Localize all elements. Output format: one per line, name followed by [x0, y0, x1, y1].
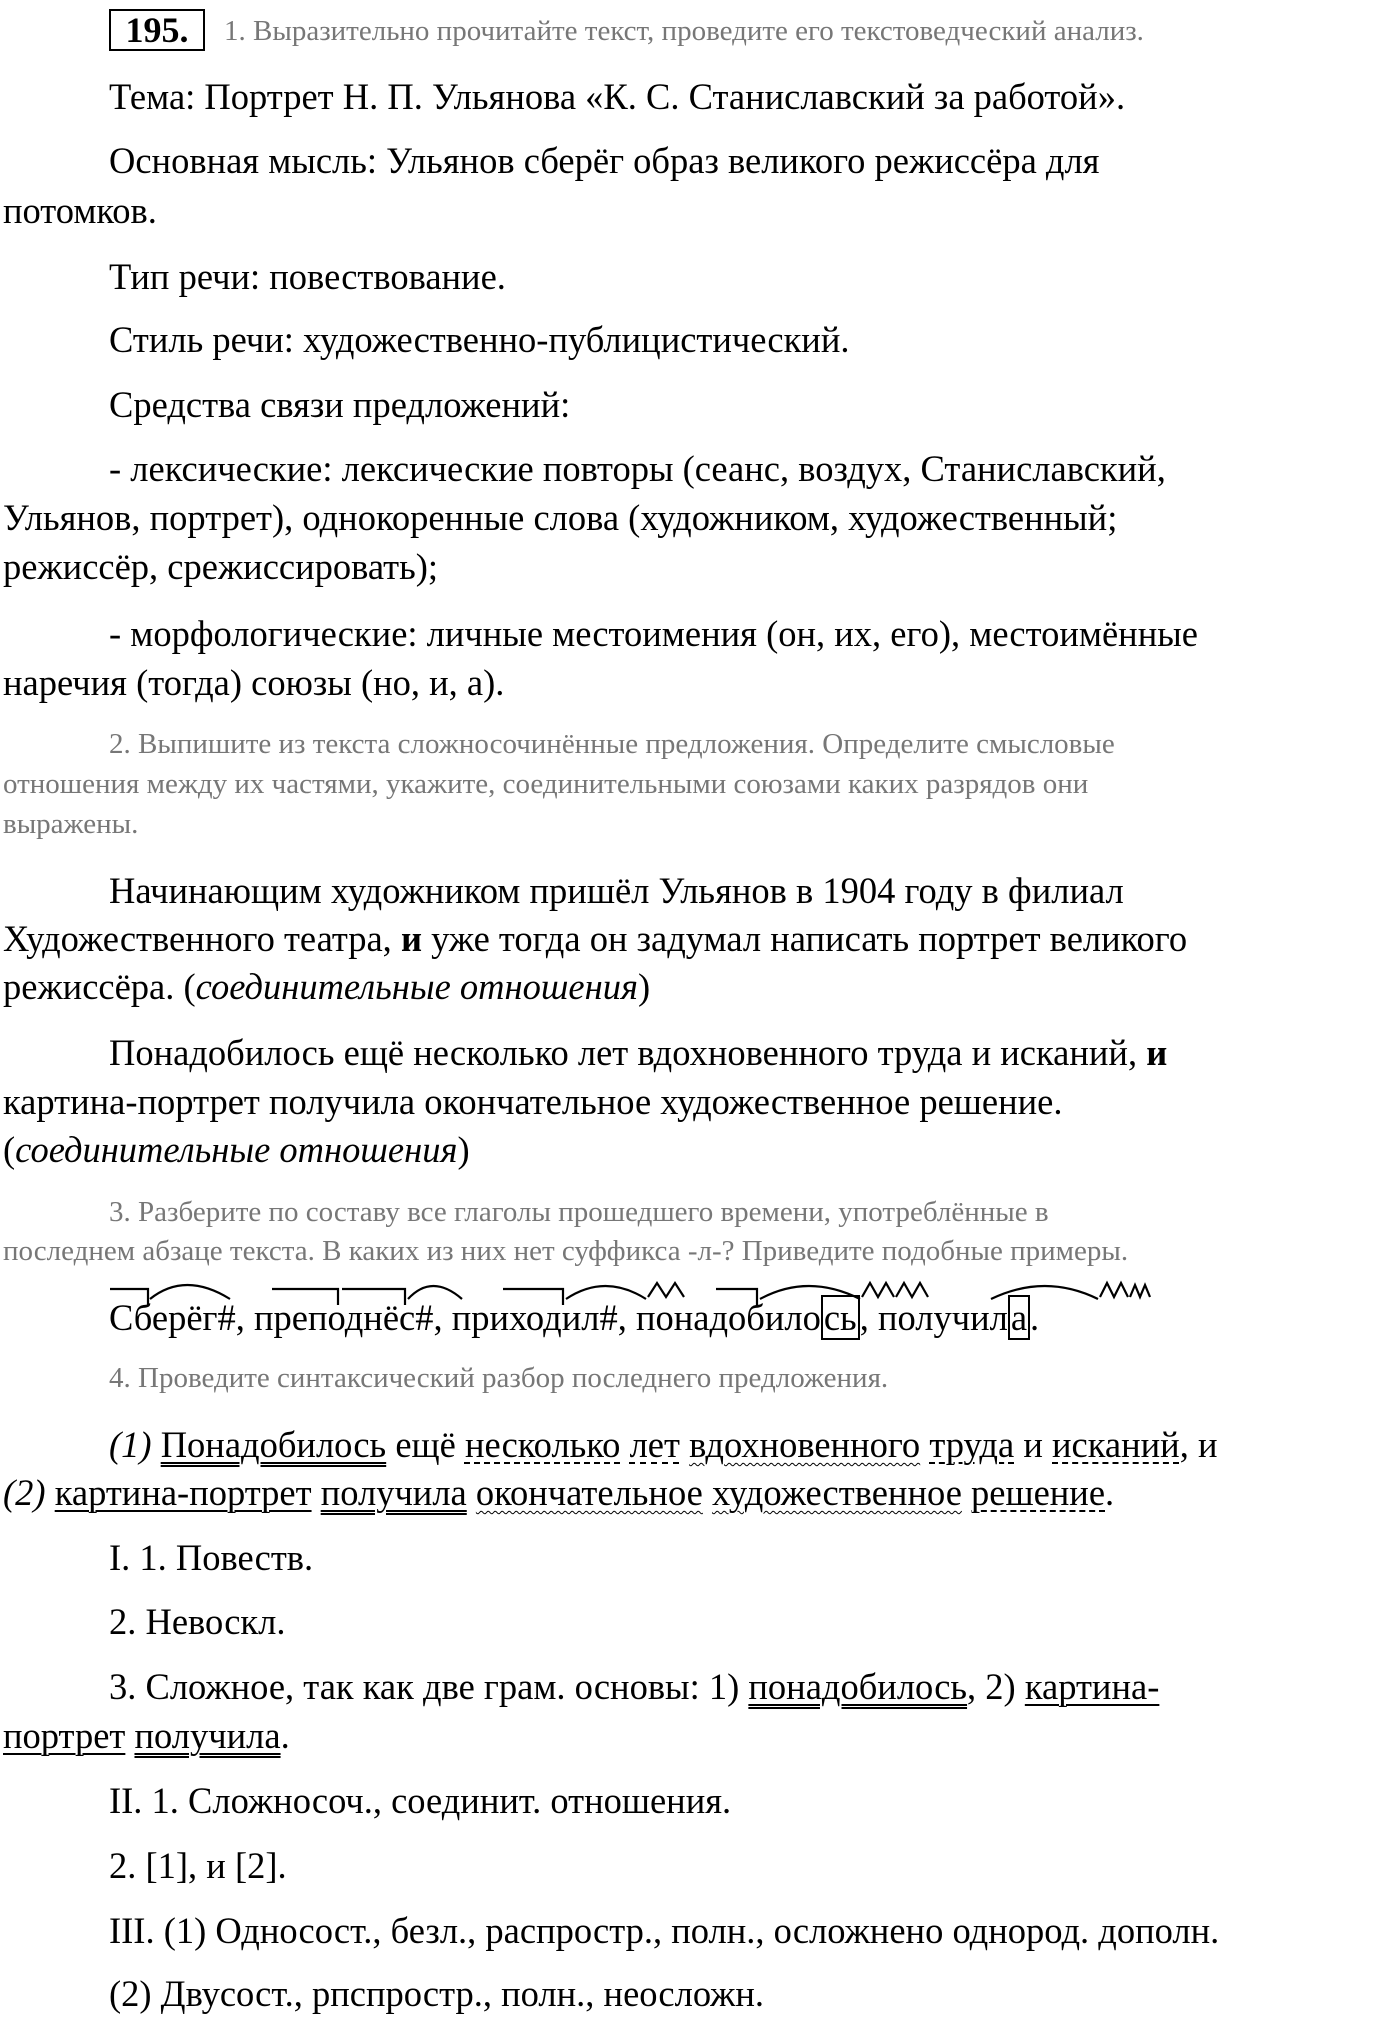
- sentence-2-line-2: картина-портрет получила окончательное художественное решение.: [3, 1081, 1063, 1122]
- connection-means: Средства связи предложений:: [109, 384, 571, 425]
- verb-prikhodil: приходил#: [451, 1297, 618, 1338]
- lexical-line-1: - лексические: лексические повторы (сеанс, воздух, Станиславский,: [109, 448, 1166, 489]
- theme-line: Тема: Портрет Н. П. Ульянова «К. С. Станиславский за работой».: [109, 76, 1126, 117]
- speech-style: Стиль речи: художественно-публицистический.: [109, 319, 850, 360]
- speech-type: Тип речи: повествование.: [109, 256, 506, 297]
- analysis-sentence-line-2: (2) картина-портрет получила окончательное художественное решение.: [3, 1472, 1115, 1513]
- attribute: художественное: [711, 1472, 962, 1513]
- root-arc: [760, 1286, 860, 1299]
- sentence-1-line-3: режиссёра. (соединительные отношения): [3, 966, 651, 1007]
- prefix-mark: [716, 1289, 757, 1305]
- morphological-line-1: - морфологические: личные местоимения (он, их, его), местоимённые: [109, 613, 1198, 654]
- analysis-point-3-line-1: 3. Сложное, так как две грам. основы: 1) понадобилось, 2) картина-: [109, 1666, 1160, 1707]
- prefix-mark: [342, 1289, 405, 1305]
- sentence-1-line-2: Художественного театра, и уже тогда он задумал написать портрет великого: [3, 918, 1188, 959]
- verb-sberyog: Сберёг#: [109, 1297, 236, 1338]
- task-2-line-2: отношения между их частями, укажите, соединительными союзами каких разрядов они: [3, 768, 1089, 800]
- analysis-point-3-line-2: портрет получила.: [3, 1715, 290, 1756]
- prefix-mark: [503, 1289, 563, 1305]
- task-3-line-2: последнем абзаце текста. В каких из них нет суффикса -л-? Приведите подобные примеры.: [3, 1235, 1129, 1267]
- attribute: окончательное: [475, 1472, 703, 1513]
- sentence-2-line-3: (соединительные отношения): [3, 1129, 470, 1170]
- lexical-line-2: Ульянов, портрет), однокоренные слова (художником, художественный;: [3, 497, 1118, 538]
- analysis-point-5: 2. [1], и [2].: [109, 1845, 287, 1886]
- suffix-mark: [648, 1283, 684, 1297]
- analysis-sentence-line-1: (1) Понадобилось ещё несколько лет вдохновенного труда и исканий, и: [109, 1424, 1218, 1465]
- exercise-number: 195.: [109, 9, 205, 51]
- attribute: вдохновенного: [689, 1424, 921, 1465]
- suffix-mark: [896, 1283, 928, 1297]
- verb-poluchila-ending: а: [1008, 1295, 1030, 1340]
- root-arc: [150, 1285, 230, 1299]
- main-idea-line-2: потомков.: [3, 190, 157, 231]
- suffix-mark: [1130, 1285, 1150, 1297]
- sentence-1-line-1: Начинающим художником пришёл Ульянов в 1904 году в филиал: [109, 870, 1124, 911]
- object: решение: [971, 1472, 1106, 1513]
- analysis-point-6: III. (1) Односост., безл., распростр., полн., осложнено однород. дополн.: [109, 1910, 1220, 1951]
- subject-part: лет: [629, 1424, 680, 1465]
- analysis-point-2: 2. Невоскл.: [109, 1601, 286, 1642]
- suffix-mark: [1100, 1283, 1128, 1297]
- predicate-2: получила: [320, 1472, 467, 1513]
- task-2-line-1: 2. Выпишите из текста сложносочинённые предложения. Определите смысловые: [109, 728, 1115, 760]
- verb-ponadobilos-postfix: сь: [821, 1295, 860, 1340]
- morpheme-marks: [0, 1265, 1400, 1340]
- subject-part: несколько: [464, 1424, 621, 1465]
- prefix-mark: [272, 1289, 338, 1305]
- task-3-line-1: 3. Разберите по составу все глаголы прошедшего времени, употреблённые в: [109, 1196, 1049, 1228]
- object: труда: [929, 1424, 1015, 1465]
- analysis-point-7: (2) Двусост., рпспростр., полн., неосложн.: [109, 1973, 765, 2014]
- root-arc: [408, 1286, 462, 1299]
- verb-morphemes-line: Сберёг#, преподнёс#, приходил#, понадобилось, получила.: [109, 1297, 1040, 1338]
- verb-poluchila: получил: [877, 1297, 1008, 1338]
- subject-2: картина-портрет: [54, 1472, 312, 1513]
- analysis-point-4: II. 1. Сложносоч., соединит. отношения.: [109, 1780, 732, 1821]
- prefix-mark: [110, 1289, 148, 1305]
- verb-ponadobilos: понадобило: [635, 1297, 821, 1338]
- task-1: 1. Выразительно прочитайте текст, проведите его текстоведческий анализ.: [224, 15, 1144, 47]
- task-2-line-3: выражены.: [3, 808, 139, 840]
- lexical-line-3: режиссёр, срежиссировать);: [3, 546, 439, 587]
- sentence-2-line-1: Понадобилось ещё несколько лет вдохновенного труда и исканий, и: [109, 1032, 1168, 1073]
- morphological-line-2: наречия (тогда) союзы (но, и, а).: [3, 662, 505, 703]
- analysis-point-1: I. 1. Повеств.: [109, 1537, 314, 1578]
- object: исканий: [1052, 1424, 1180, 1465]
- predicate-1: Понадобилось: [160, 1424, 387, 1465]
- main-idea-line-1: Основная мысль: Ульянов сберёг образ великого режиссёра для: [109, 140, 1100, 181]
- root-arc: [991, 1286, 1098, 1299]
- verb-prepodnyos: преподнёс#: [254, 1297, 434, 1338]
- suffix-mark: [862, 1283, 894, 1297]
- root-arc: [566, 1286, 646, 1299]
- task-4: 4. Проведите синтаксический разбор последнего предложения.: [109, 1362, 889, 1394]
